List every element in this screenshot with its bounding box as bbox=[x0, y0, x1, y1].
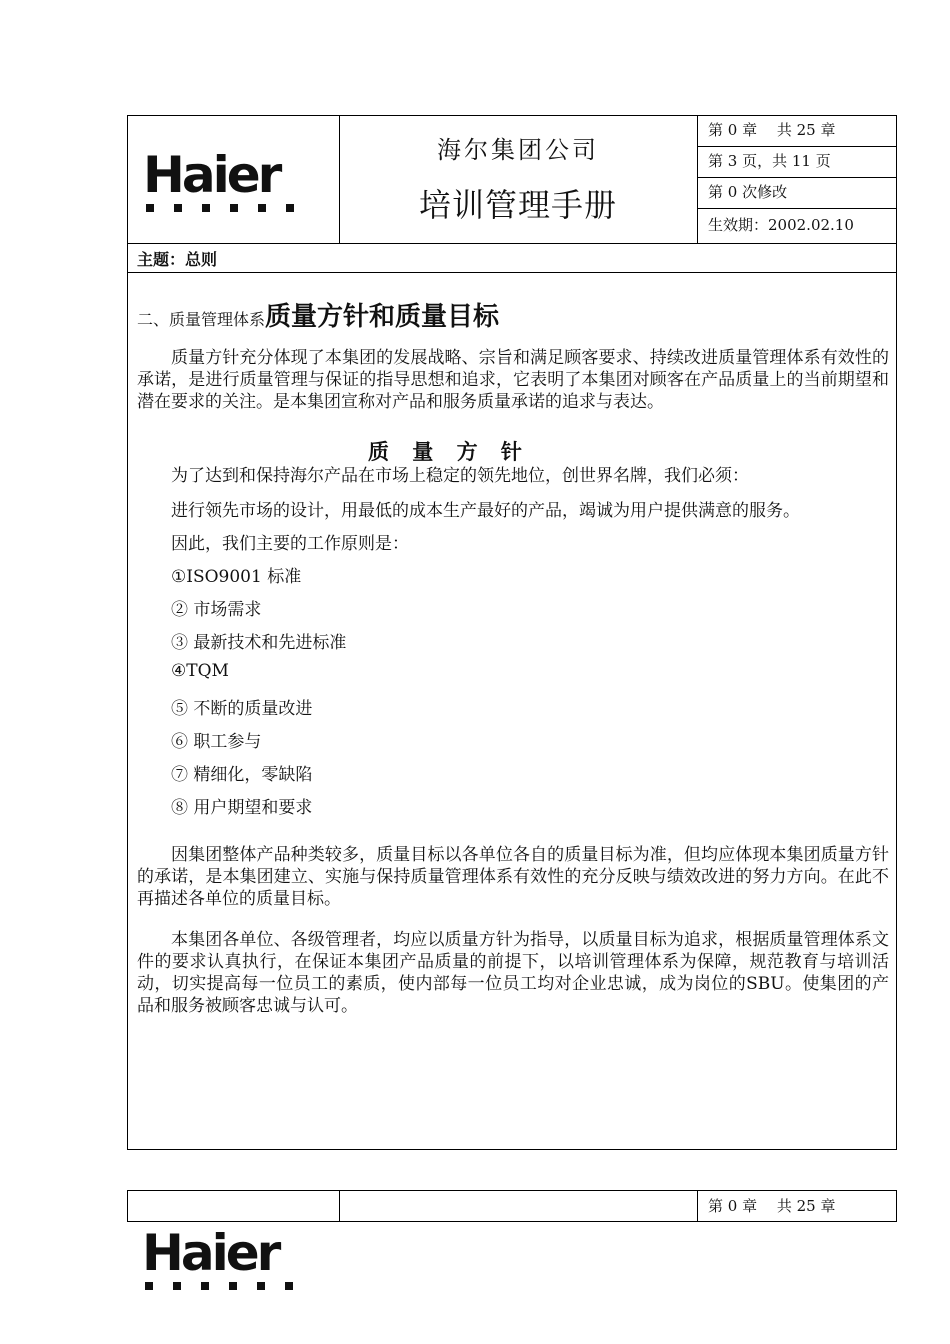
paragraph-policy-intro: 质量方针充分体现了本集团的发展战略、宗旨和满足顾客要求、持续改进质量管理体系有效性的承诺，是进行质量管理与保证的指导思想和追求，它表明了本集团对顾客在产品质量上的当前期望和潜在要求的关注。是本集团宣称对产品和服务质量承诺的追求与表达。 bbox=[137, 348, 889, 412]
policy-line: 因此，我们主要的工作原则是： bbox=[171, 534, 409, 554]
policy-line: 为了达到和保持海尔产品在市场上稳定的领先地位，创世界名牌，我们必须： bbox=[171, 466, 749, 486]
paragraph-management-commitment: 本集团各单位、各级管理者，均应以质量方针为指导，以质量目标为追求，根据质量管理体系文件的要求认真执行，在保证本集团产品质量的前提下，以培训管理体系为保障，规范教育与培训活动，切实提高每一位员工的素质，使内部每一位员工均对企业忠诚，成为岗位的SBU。使集团的产品和服务被顾客忠诚与认可。 bbox=[137, 930, 889, 1016]
footer-divider bbox=[339, 1191, 340, 1221]
policy-line: 进行领先市场的设计，用最低的成本生产最好的产品，竭诚为用户提供满意的服务。 bbox=[171, 501, 800, 521]
page-info: 第 3 页，共 11 页 bbox=[708, 152, 831, 170]
section-prefix: 二、质量管理体系 bbox=[137, 310, 266, 329]
manual-title: 培训管理手册 bbox=[418, 186, 617, 224]
section-title bbox=[137, 296, 499, 333]
footer-chapter-info: 第 0 章 共 25 章 bbox=[708, 1197, 836, 1215]
page-footer bbox=[127, 1190, 897, 1222]
company-name: 海尔集团公司 bbox=[437, 136, 599, 164]
footer-haier-logo bbox=[142, 1224, 293, 1290]
principle-item: ①ISO9001 标准 bbox=[171, 567, 302, 587]
subject-row bbox=[128, 243, 896, 273]
effective-date: 生效期：2002.02.10 bbox=[708, 216, 854, 234]
principle-item: ⑦ 精细化，零缺陷 bbox=[171, 765, 313, 785]
haier-logo-dots bbox=[146, 204, 294, 212]
principle-item: ④TQM bbox=[171, 661, 229, 681]
meta-divider bbox=[697, 177, 896, 178]
paragraph-quality-objectives: 因集团整体产品种类较多，质量目标以各单位各自的质量目标为准，但均应体现本集团质量方针的承诺，是本集团建立、实施与保持质量管理体系有效性的充分反映与绩效改进的努力方向。在此不再描述各单位的质量目标。 bbox=[137, 845, 889, 909]
principle-item: ③ 最新技术和先进标准 bbox=[171, 633, 347, 653]
meta-divider bbox=[697, 146, 896, 147]
header-divider bbox=[697, 116, 698, 243]
section-heading: 质量方针和质量目标 bbox=[265, 302, 500, 332]
principle-item: ⑥ 职工参与 bbox=[171, 732, 262, 752]
principle-item: ⑤ 不断的质量改进 bbox=[171, 699, 313, 719]
haier-logo bbox=[143, 146, 294, 212]
document-header bbox=[128, 116, 896, 243]
meta-divider bbox=[697, 208, 896, 209]
chapter-info: 第 0 章 共 25 章 bbox=[708, 121, 836, 139]
principle-item: ⑧ 用户期望和要求 bbox=[171, 798, 313, 818]
revision-info: 第 0 次修改 bbox=[708, 183, 788, 201]
subject-label: 主题：总则 bbox=[137, 250, 218, 269]
document-frame bbox=[127, 115, 897, 1150]
principle-item: ② 市场需求 bbox=[171, 600, 262, 620]
footer-haier-logo-text: Haier bbox=[142, 1224, 279, 1282]
haier-logo-text: Haier bbox=[143, 146, 280, 204]
footer-divider bbox=[697, 1191, 698, 1221]
policy-title: 质 量 方 针 bbox=[368, 440, 530, 464]
footer-haier-logo-dots bbox=[145, 1282, 293, 1290]
